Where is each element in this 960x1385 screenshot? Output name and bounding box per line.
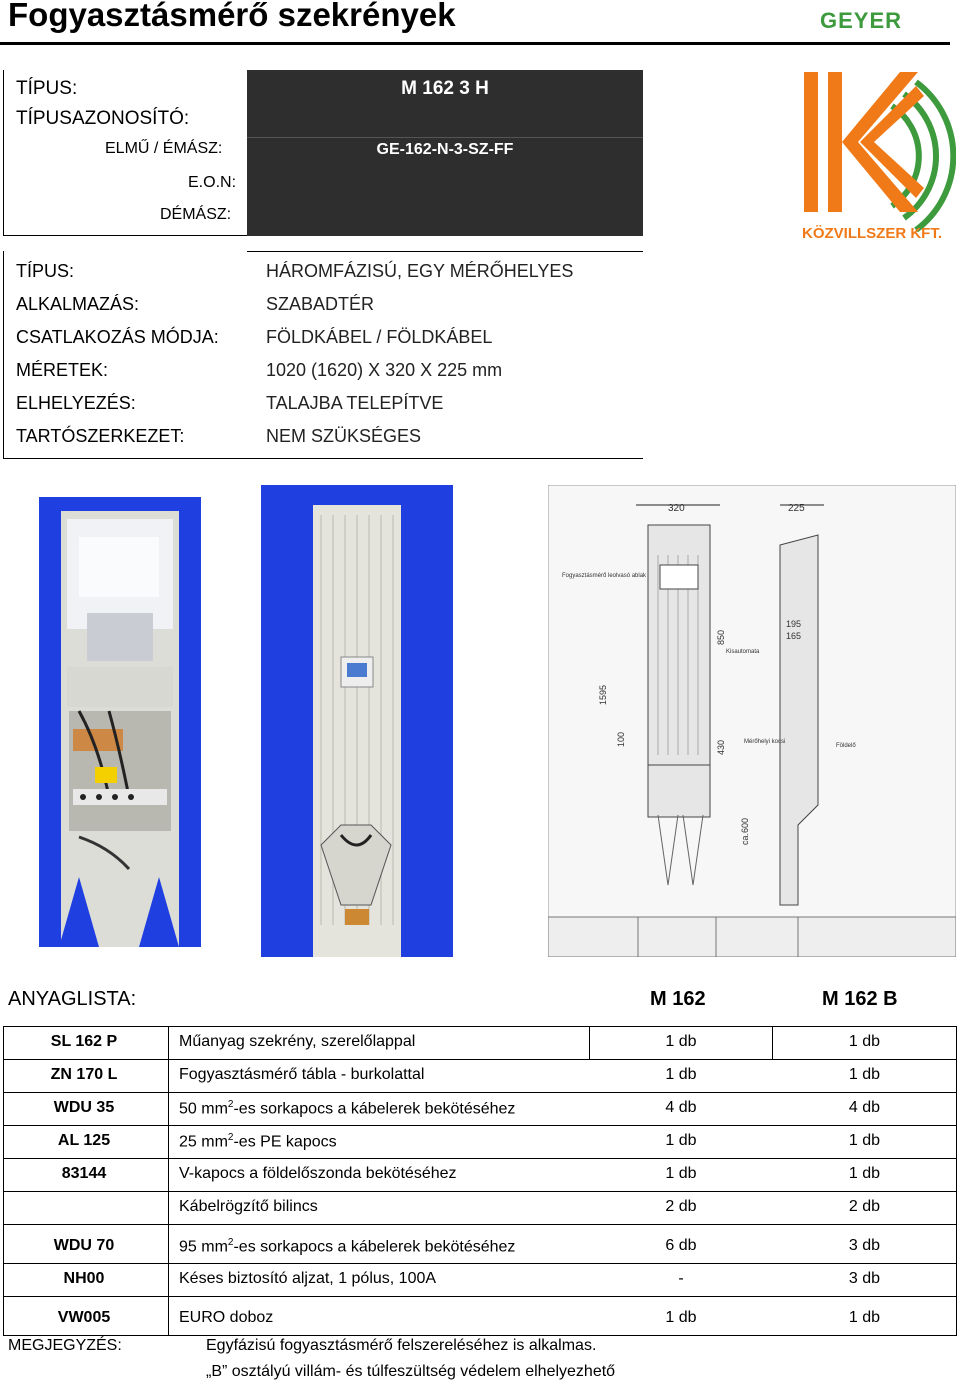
item-code: NH00 xyxy=(63,1270,105,1287)
table-col-divider xyxy=(772,1026,773,1059)
item-code: VW005 xyxy=(57,1309,111,1326)
item-description-sup: 2 xyxy=(227,1099,234,1110)
qty-m162: 4 db xyxy=(665,1099,697,1116)
dim-430: 430 xyxy=(716,739,726,755)
table-row xyxy=(0,1263,960,1296)
qty-m162: - xyxy=(678,1270,684,1287)
note-breaker: Kisautomata xyxy=(726,649,760,655)
qty-m162b: 1 db xyxy=(848,1033,881,1050)
dim-depth: 225 xyxy=(788,503,805,514)
dim-600: ca.600 xyxy=(740,817,750,845)
table-row xyxy=(0,1158,960,1191)
qty-m162b: 3 db xyxy=(848,1237,881,1254)
qty-m162: 1 db xyxy=(665,1132,697,1149)
type-box-separator xyxy=(247,137,643,138)
elmu-label: ELMŰ / ÉMÁSZ: xyxy=(105,140,223,157)
qty-m162: 6 db xyxy=(665,1237,697,1254)
item-code: ZN 170 L xyxy=(50,1066,118,1083)
item-description: EURO doboz xyxy=(179,1309,274,1326)
item-description: Késes biztosító aljzat, 1 pólus, 100A xyxy=(179,1270,437,1287)
qty-m162b: 3 db xyxy=(848,1270,881,1287)
notes-label: MEGJEGYZÉS: xyxy=(8,1337,122,1354)
table-row xyxy=(0,1059,960,1092)
spec-label: TÍPUS: xyxy=(16,261,75,281)
spec-value: 1020 (1620) X 320 X 225 mm xyxy=(266,360,503,380)
item-description-part: -es sorkapocs a kábelerek bekötéséhez xyxy=(233,1100,516,1118)
elmu-value: GE-162-N-3-SZ-FF xyxy=(376,141,514,158)
item-description: Kábelrögzítő bilincs xyxy=(179,1198,318,1215)
qty-m162: 1 db xyxy=(665,1309,697,1326)
table-rule xyxy=(3,1158,957,1159)
spec-value: SZABADTÉR xyxy=(266,294,375,314)
materials-title: ANYAGLISTA: xyxy=(8,988,137,1010)
item-code: WDU 70 xyxy=(53,1237,115,1254)
item-description-sup: 2 xyxy=(227,1237,234,1248)
item-code: WDU 35 xyxy=(53,1099,115,1116)
table-rule xyxy=(3,1296,957,1297)
qty-m162: 2 db xyxy=(665,1198,697,1215)
table-row xyxy=(0,1230,960,1263)
dim-width: 320 xyxy=(668,503,685,514)
table-rule xyxy=(3,1335,957,1336)
table-rule xyxy=(3,1224,957,1225)
spec-label: ELHELYEZÉS: xyxy=(16,393,136,413)
item-description xyxy=(179,1099,515,1118)
notes-line-2: „B” osztályú villám- és túlfeszültség védelem elhelyezhető xyxy=(206,1363,616,1380)
demasz-label: DÉMÁSZ: xyxy=(160,206,232,223)
item-description-sup: 2 xyxy=(227,1132,234,1143)
qty-m162b: 2 db xyxy=(848,1198,881,1215)
qty-m162b: 4 db xyxy=(848,1099,881,1116)
dim-100: 100 xyxy=(616,731,626,747)
table-row xyxy=(0,1302,960,1335)
type-label: TÍPUS: xyxy=(16,78,78,99)
technical-drawing xyxy=(548,485,956,957)
table-col-divider xyxy=(168,1026,169,1335)
type-value: M 162 3 H xyxy=(401,78,489,99)
spec-value: HÁROMFÁZISÚ, EGY MÉRŐHELYES xyxy=(266,261,574,281)
item-description-part: -es PE kapocs xyxy=(233,1133,337,1151)
item-code: AL 125 xyxy=(57,1132,111,1149)
spec-value: NEM SZÜKSÉGES xyxy=(266,426,422,446)
item-description xyxy=(179,1237,515,1256)
materials-col-m162b: M 162 B xyxy=(822,988,898,1010)
table-row xyxy=(0,1125,960,1158)
item-description xyxy=(179,1132,337,1151)
item-description: V-kapocs a földelőszonda bekötéséhez xyxy=(179,1165,457,1182)
table-rule xyxy=(3,1191,957,1192)
item-description: Fogyasztásmérő tábla - burkolattal xyxy=(179,1066,425,1083)
kozvillszer-logo xyxy=(800,66,956,246)
item-description-part: 95 mm xyxy=(179,1238,228,1256)
table-rule xyxy=(3,1263,957,1264)
table-col-divider xyxy=(589,1026,590,1059)
open-cabinet-photo xyxy=(39,497,201,947)
notes-line-1: Egyfázisú fogyasztásmérő felszereléséhez is alkalmas. xyxy=(206,1337,597,1354)
qty-m162: 1 db xyxy=(665,1066,697,1083)
table-col-divider xyxy=(956,1026,957,1335)
item-description-part: 25 mm xyxy=(179,1133,228,1151)
spec-label: TARTÓSZERKEZET: xyxy=(16,426,185,446)
dim-165: 165 xyxy=(786,631,802,641)
qty-m162b: 1 db xyxy=(848,1132,881,1149)
table-rule xyxy=(3,1059,957,1060)
qty-m162: 1 db xyxy=(665,1033,697,1050)
dim-1595: 1595 xyxy=(598,684,608,705)
materials-col-m162: M 162 xyxy=(650,988,706,1010)
spec-value: TALAJBA TELEPÍTVE xyxy=(266,393,444,413)
dim-195: 195 xyxy=(786,619,802,629)
type-id-label: TÍPUSAZONOSÍTÓ: xyxy=(16,108,190,129)
eon-label: E.O.N: xyxy=(188,174,237,191)
table-col-divider xyxy=(3,1026,4,1335)
spec-label: MÉRETEK: xyxy=(16,360,109,380)
kozvillszer-logo-text: KÖZVILLSZER KFT. xyxy=(802,225,942,242)
table-rule xyxy=(3,1092,957,1093)
note-meter: Mérőhelyi kocsi xyxy=(744,739,786,745)
table-row xyxy=(0,1092,960,1125)
item-code: 83144 xyxy=(61,1165,107,1182)
title-rule xyxy=(0,42,950,45)
item-description: Műanyag szekrény, szerelőlappal xyxy=(179,1033,416,1050)
geyer-logo-text: GEYER xyxy=(820,8,903,32)
item-code: SL 162 P xyxy=(50,1033,118,1050)
spec-value: FÖLDKÁBEL / FÖLDKÁBEL xyxy=(266,327,493,347)
geyer-logo xyxy=(820,8,944,32)
spec-top-rule xyxy=(247,251,643,252)
table-row xyxy=(0,1026,960,1059)
qty-m162b: 1 db xyxy=(848,1066,881,1083)
note-earth: Földelő xyxy=(836,743,856,749)
closed-cabinet-photo xyxy=(261,485,453,957)
note-window: Fogyasztásmérő leolvasó ablak xyxy=(562,573,647,579)
table-rule xyxy=(3,1026,957,1027)
spec-label: CSATLAKOZÁS MÓDJA: xyxy=(16,327,219,347)
page-title: Fogyasztásmérő szekrények xyxy=(8,0,456,33)
qty-m162b: 1 db xyxy=(848,1309,881,1326)
qty-m162b: 1 db xyxy=(848,1165,881,1182)
item-description-part: 50 mm xyxy=(179,1100,228,1118)
table-rule xyxy=(3,1125,957,1126)
qty-m162: 1 db xyxy=(665,1165,697,1182)
item-description-part: -es sorkapocs a kábelerek bekötéséhez xyxy=(233,1238,516,1256)
spec-label: ALKALMAZÁS: xyxy=(16,294,140,314)
dim-850: 850 xyxy=(716,629,726,645)
table-row xyxy=(0,1191,960,1224)
